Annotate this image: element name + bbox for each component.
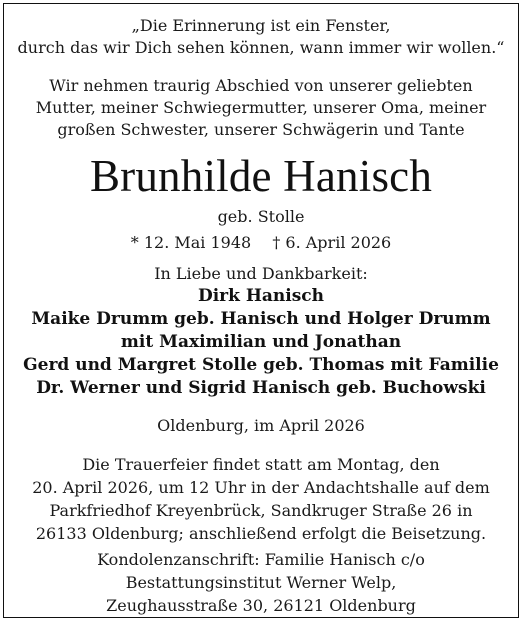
place-date-block	[4, 415, 518, 437]
quote-line: „Die Erinnerung ist ein Fenster,	[131, 16, 391, 35]
quote-line: durch das wir Dich sehen können, wann immer wir wollen.“	[17, 38, 505, 57]
family-member: Maike Drumm geb. Hanisch und Holger Drumm	[31, 309, 491, 329]
service-line: Die Trauerfeier findet statt am Montag, den	[82, 455, 440, 474]
service-line: 20. April 2026, um 12 Uhr in der Andachtshalle auf dem	[32, 478, 490, 497]
service-line: 26133 Oldenburg; anschließend erfolgt die Beisetzung.	[35, 524, 487, 543]
family-member: Dr. Werner und Sigrid Hanisch geb. Buchowski	[36, 378, 486, 398]
obituary-frame	[3, 3, 519, 618]
maiden-name: geb. Stolle	[217, 207, 305, 226]
life-dates	[4, 232, 518, 254]
family-member: Dirk Hanisch	[197, 286, 325, 306]
condolence-line: Kondolenzanschrift: Familie Hanisch c/o	[97, 550, 425, 569]
condolence-line: Bestattungsinstitut Werner Welp,	[125, 573, 397, 592]
funeral-service-block	[4, 453, 518, 545]
gratitude-block	[4, 263, 518, 285]
condolence-address-block	[4, 548, 518, 617]
birth-date: * 12. Mai 1948	[130, 233, 252, 252]
family-list	[4, 285, 518, 400]
place-date: Oldenburg, im April 2026	[157, 416, 365, 435]
service-line: Parkfriedhof Kreyenbrück, Sandkruger Straße 26 in	[49, 501, 473, 520]
deceased-name: Brunhilde Hanisch	[89, 151, 433, 201]
quote-block	[4, 15, 518, 59]
death-date: † 6. April 2026	[272, 233, 392, 252]
intro-line: Wir nehmen traurig Abschied von unserer geliebten	[49, 76, 473, 95]
intro-line: Mutter, meiner Schwiegermutter, unserer Oma, meiner	[35, 98, 487, 117]
family-member: mit Maximilian und Jonathan	[120, 332, 402, 352]
family-member: Gerd und Margret Stolle geb. Thomas mit Familie	[23, 355, 499, 375]
intro-block	[4, 75, 518, 141]
condolence-line: Zeughausstraße 30, 26121 Oldenburg	[106, 596, 416, 615]
gratitude-line: In Liebe und Dankbarkeit:	[154, 264, 368, 283]
intro-line: großen Schwester, unserer Schwägerin und Tante	[57, 120, 465, 139]
maiden-name-block	[4, 206, 518, 228]
